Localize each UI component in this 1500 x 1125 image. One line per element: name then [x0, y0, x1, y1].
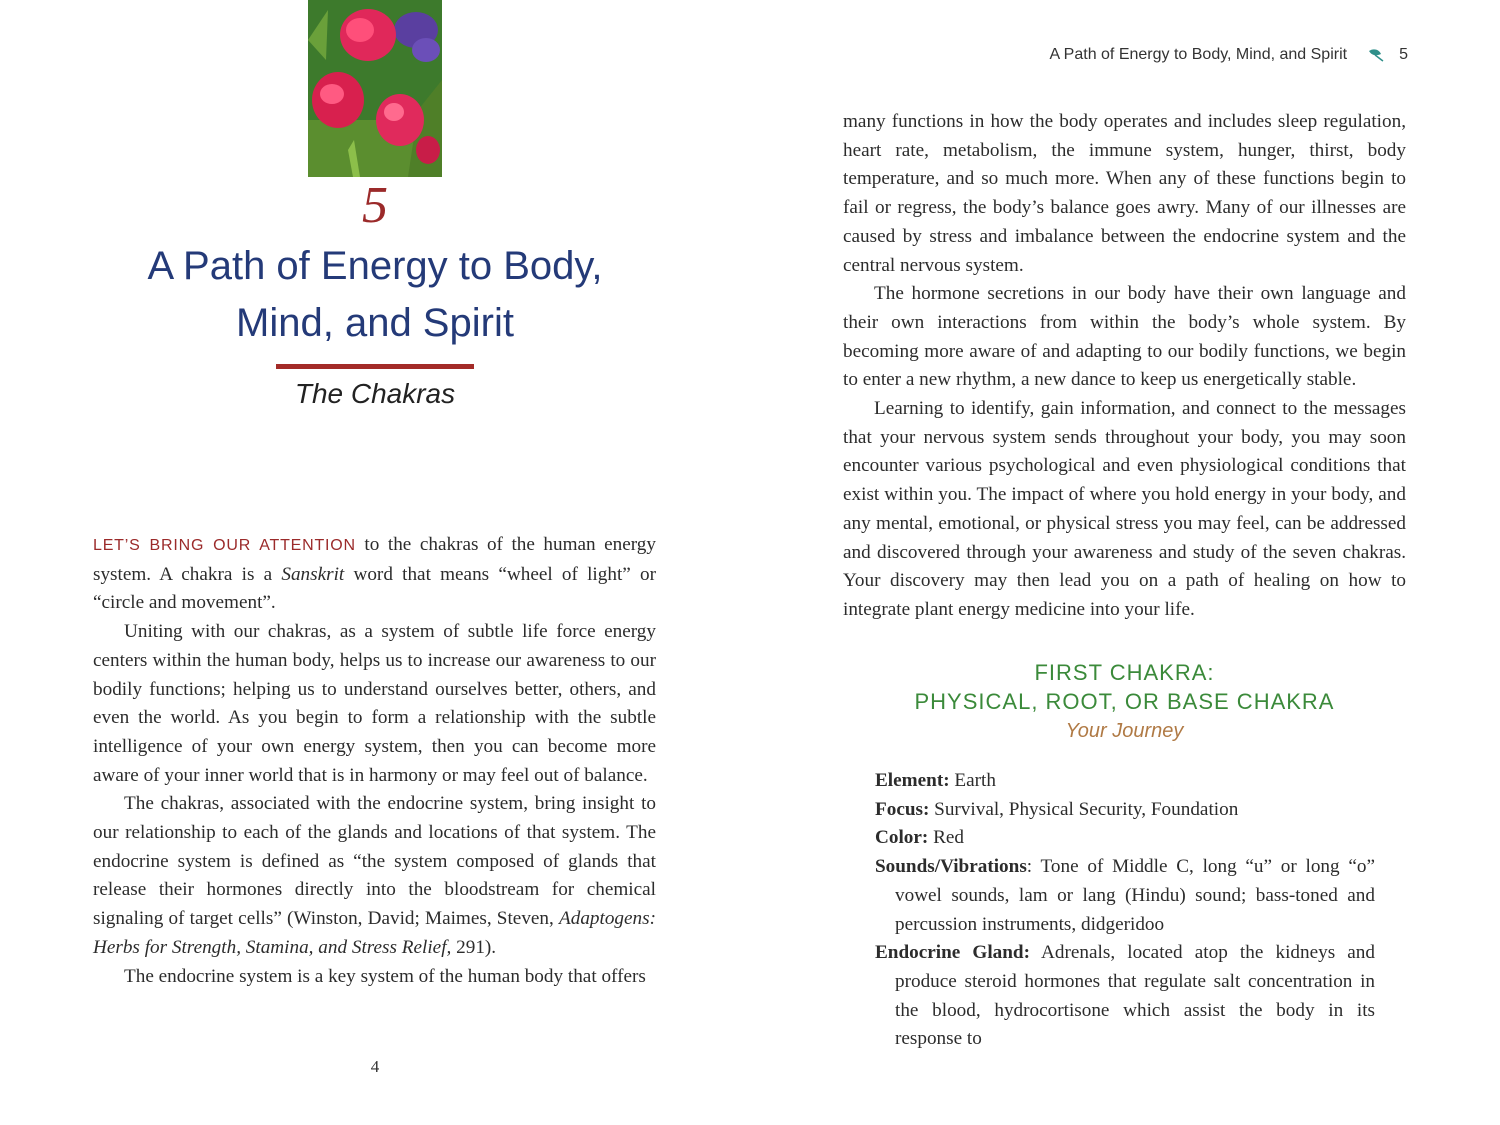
paragraph-1-italic: Sanskrit [281, 563, 345, 585]
attribute-value: Survival, Physical Security, Foundation [929, 798, 1239, 820]
paragraph-1 [93, 531, 656, 618]
paragraph-3-text-a: The chakras, associated with the endocrine system, bring insight to our relationship to each of the glands and locations of that system. The endocrine system is defined as “the system composed of glands that release their hormones directly into the bloodstream for chemical signaling of target cells” (Winston, David; Maimes, Steven, [93, 793, 656, 930]
title-rule [276, 364, 474, 369]
chakra-attribute-list [875, 767, 1375, 1054]
attribute-label: Color: [875, 827, 929, 849]
paragraph-1-text-b: word that means “wheel of light” or “circle and movement”. [93, 563, 656, 614]
right-body-text [843, 108, 1406, 625]
section-heading-line-2: PHYSICAL, ROOT, OR BASE CHAKRA [914, 689, 1335, 714]
attribute-value: Adrenals, located atop the kidneys and produce steroid hormones that regulate salt concentration in the blood, hydrocortisone which assist the body in its response to [895, 942, 1375, 1050]
attribute-element [875, 767, 1375, 796]
attribute-value: : Tone of Middle C, long “u” or long “o” vowel sounds, lam or lang (Hindu) sound; bass-toned and percussion instruments, didgeridoo [895, 856, 1375, 935]
right-paragraph-3: Learning to identify, gain information, and connect to the messages that your nervous system sends throughout your body, you may soon encounter various psychological and even physiological conditions that exist within you. The impact of where you hold energy in your body, and any mental, emotional, or physical stress you may feel, can be addressed and discovered through your awareness and study of the seven chakras. Your discovery may then lead you on a path of healing on how to integrate plant energy medicine into your life. [843, 398, 1406, 620]
chapter-title-line-2: Mind, and Spirit [236, 301, 514, 345]
running-head-title: A Path of Energy to Body, Mind, and Spirit [1049, 46, 1348, 63]
leaf-icon [1367, 48, 1385, 62]
paragraph-1-text-a: to the chakras of the human energy system. A chakra is a [93, 534, 656, 585]
page-number-left: 4 [370, 1057, 380, 1076]
attribute-color [875, 824, 1375, 853]
page-number-right: 5 [1399, 46, 1408, 63]
lead-in: LET’S BRING OUR ATTENTION [93, 537, 356, 554]
section-subheading: Your Journey [1065, 720, 1184, 742]
left-body-text [93, 531, 656, 991]
right-page [750, 0, 1500, 1125]
attribute-focus [875, 796, 1375, 825]
attribute-label: Sounds/Vibrations [875, 856, 1027, 878]
attribute-value: Earth [949, 770, 996, 791]
paragraph-3-text-b: 291). [451, 936, 497, 958]
chapter-title [0, 238, 750, 352]
attribute-sounds [875, 853, 1375, 939]
attribute-value: Red [928, 827, 964, 849]
chapter-subtitle: The Chakras [294, 378, 456, 409]
section-heading [843, 658, 1406, 716]
paragraph-4: The endocrine system is a key system of the human body that offers [124, 965, 646, 987]
paragraph-3 [93, 790, 656, 962]
chapter-title-line-1: A Path of Energy to Body, [147, 244, 603, 288]
right-paragraph-2: The hormone secretions in our body have their own language and their own interactions from within the body’s whole system. By becoming more aware of and adapting to our bodily functions, we begin to enter a new rhythm, a new dance to keep us energetically stable. [843, 283, 1406, 391]
attribute-label: Focus: [875, 798, 930, 820]
attribute-label: Endocrine Gland: [875, 942, 1030, 964]
right-paragraph-1: many functions in how the body operates and includes sleep regulation, heart rate, metabolism, the immune system, hunger, thirst, body temperature, and so much more. When any of these functions begin to fail or regress, the body’s balance goes awry. Many of our illnesses are caused by stress and imbalance between the endocrine system and the central nervous system. [843, 111, 1406, 276]
attribute-label: Element: [875, 770, 950, 791]
section-heading-line-1: FIRST CHAKRA: [1034, 660, 1215, 685]
flower-photo [308, 0, 442, 177]
chapter-number: 5 [362, 177, 388, 234]
paragraph-3-italic: Adaptogens: Herbs for Strength, Stamina, and Stress Relief, [93, 908, 656, 958]
running-head [1049, 46, 1408, 64]
paragraph-2: Uniting with our chakras, as a system of subtle life force energy centers within the human body, helps us to increase our awareness to our bodily functions; helping us to understand ourselves better, others, and even the world. As you begin to form a relationship with the subtle intelligence of your own energy system, then you can become more aware of your inner world that is in harmony or may feel out of balance. [93, 621, 656, 786]
attribute-endocrine-gland [875, 939, 1375, 1054]
